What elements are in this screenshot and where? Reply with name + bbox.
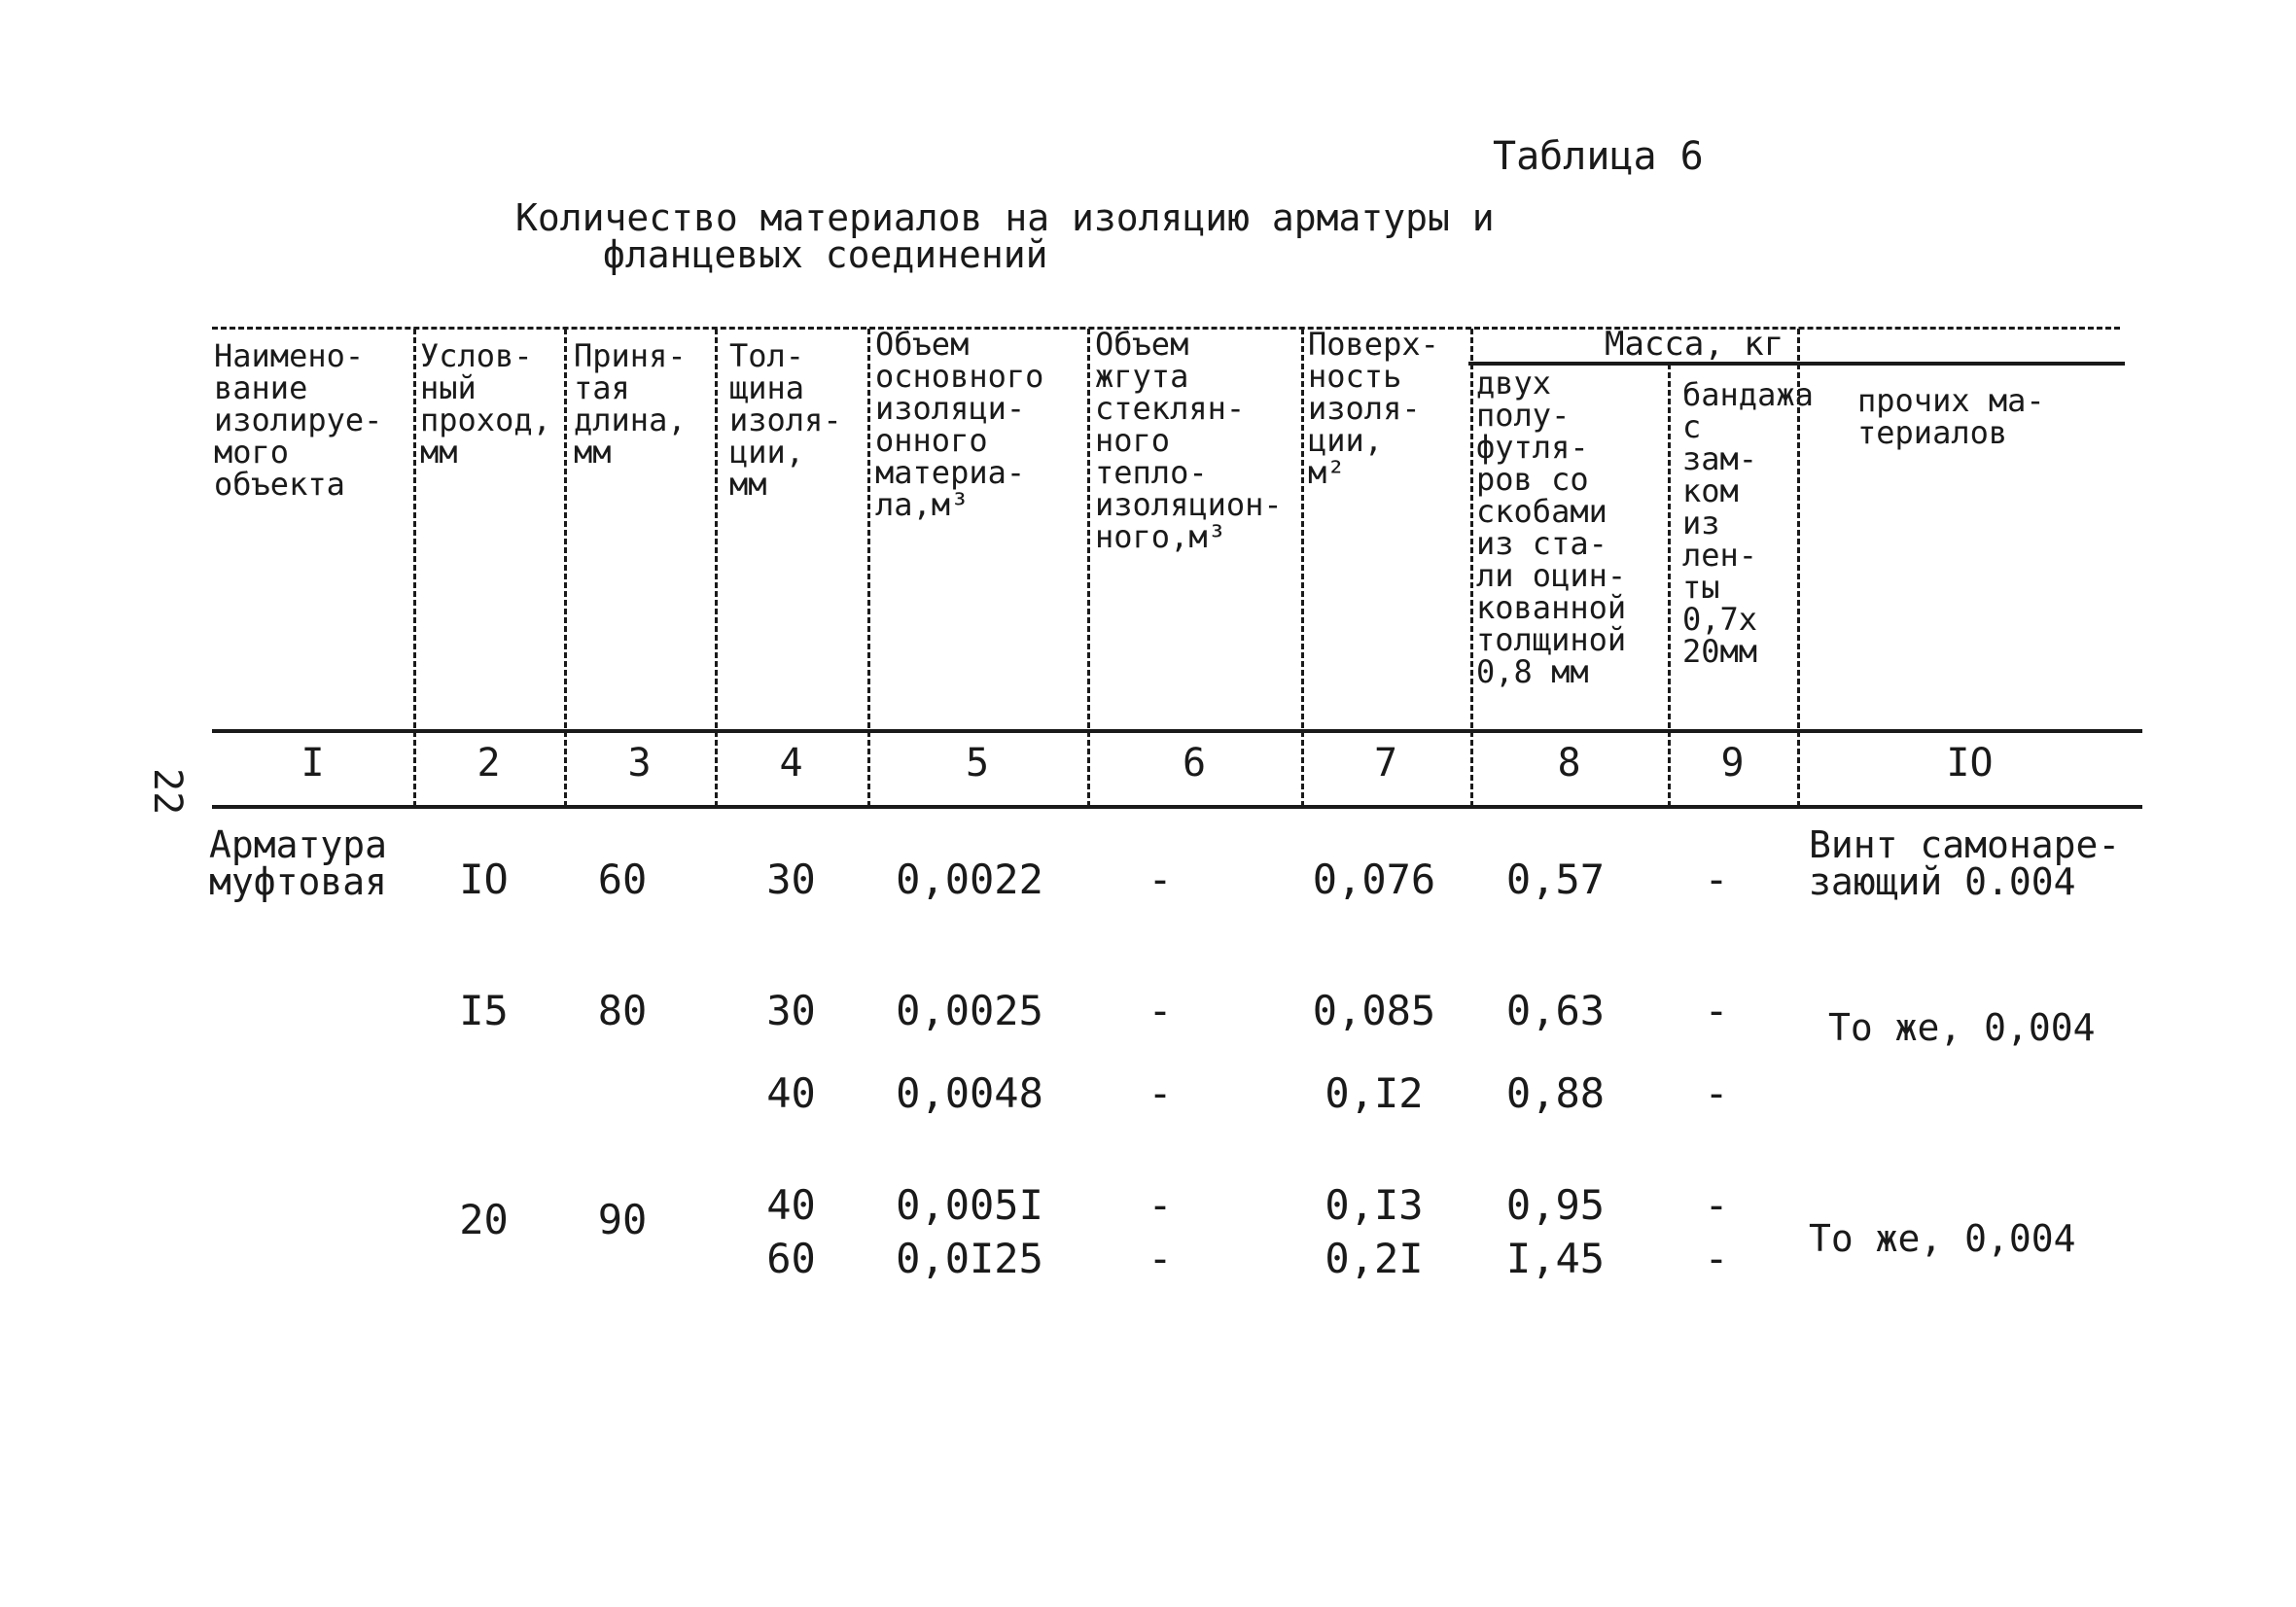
row3-mass-band: - (1704, 1069, 1729, 1117)
row3-volume: 0,0048 (896, 1069, 1043, 1117)
col-number-10: IO (1946, 741, 1994, 786)
page-number: 22 (145, 768, 190, 816)
header-insulation-surface: Поверх- ность изоля- ции, м² (1308, 326, 1439, 491)
col-number-7: 7 (1373, 741, 1398, 786)
row4-mass-cases: 0,95 (1505, 1181, 1606, 1229)
row2-mass-cases: 0,63 (1505, 987, 1606, 1034)
row2-other: То же, 0,004 (1828, 1006, 2096, 1049)
col-number-8: 8 (1557, 741, 1581, 786)
row4-thickness: 40 (766, 1181, 816, 1229)
header-other-materials: прочих ма- териалов (1857, 382, 2045, 451)
row1-thickness: 30 (766, 856, 816, 903)
header-accepted-length: Приня- тая длина, мм (574, 337, 687, 471)
row2-thickness: 30 (766, 987, 816, 1034)
col-number-6: 6 (1182, 741, 1207, 786)
header-half-cases-mass: двух полу- футля- ров со скобами из ста- ли оцин- кованной толщиной 0,8 мм (1476, 365, 1627, 690)
col-number-5: 5 (965, 741, 990, 786)
row1-nominal-bore: IO (459, 856, 509, 903)
row3-cord-volume: - (1148, 1069, 1173, 1117)
row3-thickness: 40 (766, 1069, 816, 1117)
row5-mass-band: - (1704, 1235, 1729, 1282)
number-row-bottom-rule (212, 805, 2142, 809)
col-divider-6 (1301, 329, 1304, 807)
row1-surface: 0,076 (1312, 856, 1436, 903)
row2-volume: 0,0025 (896, 987, 1043, 1034)
header-object-name: Наимено- вание изолируе- мого объекта (214, 337, 383, 503)
col-number-3: 3 (627, 741, 652, 786)
col-number-2: 2 (477, 741, 501, 786)
col-divider-7 (1470, 329, 1473, 807)
col-divider-1 (413, 329, 416, 807)
table-title-line2: фланцевых соединений (603, 233, 1048, 276)
col-number-4: 4 (779, 741, 803, 786)
table-title-line1: Количество материалов на изоляцию арматуры и (515, 196, 1495, 239)
row5-other: То же, 0,004 (1809, 1217, 2076, 1260)
row1-cord-volume: - (1148, 856, 1173, 903)
row2-nominal-bore: I5 (459, 987, 509, 1034)
row3-mass-cases: 0,88 (1505, 1069, 1606, 1117)
header-band-mass: бандажа с зам- ком из лен- ты 0,7х 20мм (1682, 376, 1814, 670)
row4-surface: 0,I3 (1325, 1181, 1424, 1229)
row4-nominal-bore: 20 (459, 1196, 509, 1243)
row4-volume: 0,005I (896, 1181, 1043, 1229)
header-bottom-rule (212, 729, 2142, 733)
col-divider-5 (1087, 329, 1090, 807)
row5-mass-cases: I,45 (1505, 1235, 1606, 1282)
row5-surface: 0,2I (1325, 1235, 1424, 1282)
row5-thickness: 60 (766, 1235, 816, 1282)
table-label: Таблица 6 (1493, 134, 1704, 179)
row1-mass-cases: 0,57 (1505, 856, 1606, 903)
col-number-1: I (300, 741, 325, 786)
row1-volume: 0,0022 (896, 856, 1043, 903)
header-glass-cord-volume: Объем жгута стеклян- ного тепло- изоляцион- ного,м³ (1095, 326, 1283, 555)
col-divider-4 (867, 329, 870, 807)
header-main-insulation-volume: Объем основного изоляци- онного материа- ла,м³ (875, 326, 1044, 523)
row2-cord-volume: - (1148, 987, 1173, 1034)
col-number-9: 9 (1720, 741, 1745, 786)
header-insulation-thickness: Тол- щина изоля- ции, мм (729, 337, 842, 503)
row2-length: 80 (597, 987, 648, 1034)
row2-surface: 0,085 (1312, 987, 1436, 1034)
row4-mass-band: - (1704, 1181, 1729, 1229)
header-mass: Масса, кг (1605, 325, 1784, 364)
object-name: Арматура муфтовая (209, 823, 388, 903)
row5-cord-volume: - (1148, 1235, 1173, 1282)
row1-mass-band: - (1704, 856, 1729, 903)
col-divider-2 (564, 329, 567, 807)
row5-volume: 0,0I25 (896, 1235, 1043, 1282)
row4-length: 90 (597, 1196, 648, 1243)
header-nominal-bore: Услов- ный проход, мм (420, 337, 551, 471)
col-divider-3 (715, 329, 718, 807)
row3-surface: 0,I2 (1325, 1069, 1424, 1117)
row4-cord-volume: - (1148, 1181, 1173, 1229)
row1-length: 60 (597, 856, 648, 903)
row2-mass-band: - (1704, 987, 1729, 1034)
row1-other: Винт самонаре- зающий 0.004 (1809, 823, 2121, 903)
